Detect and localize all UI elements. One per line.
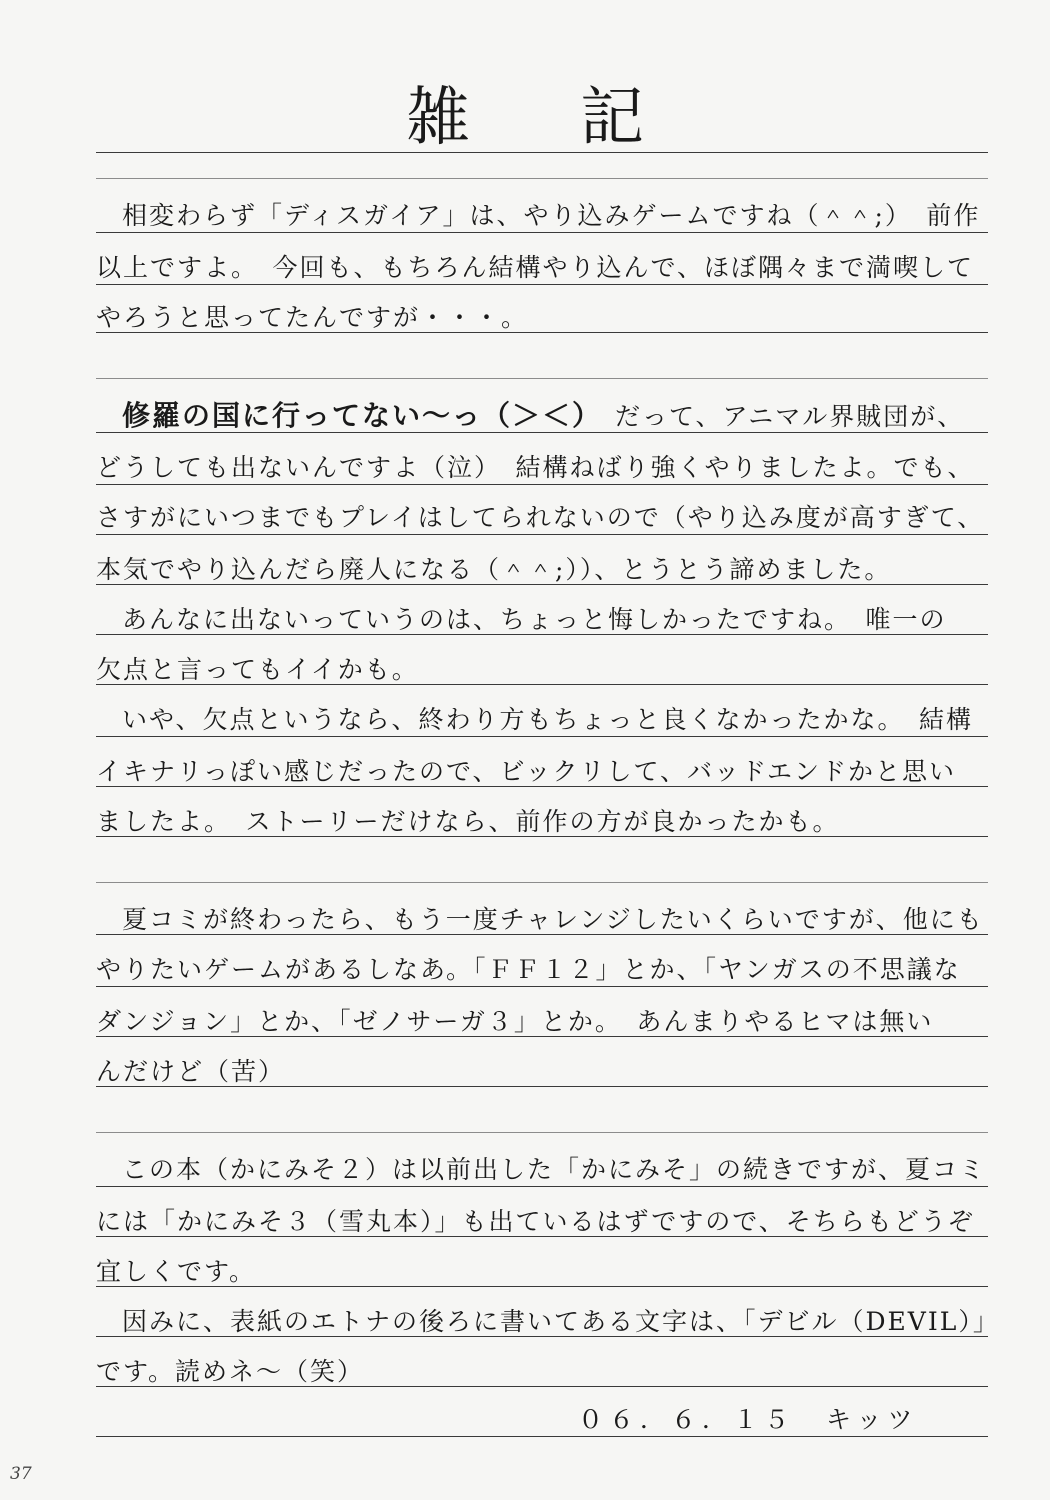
signature: ０６．６．１５ キッツ — [578, 1405, 919, 1434]
rule — [96, 836, 988, 837]
text-line: 欠点と言ってもイイかも。 — [96, 655, 419, 684]
text-line: イキナリっぽい感じだったので、ビックリして、バッドエンドかと思い — [96, 757, 957, 786]
text-line: 本気でやり込んだら廃人になる（＾＾;））、とうとう諦めました。 — [96, 555, 892, 584]
rule — [96, 684, 988, 685]
text-line: いや、欠点というなら、終わり方もちょっと良くなかったかな。 結構 — [122, 705, 974, 734]
rule — [96, 934, 988, 935]
rule — [96, 284, 988, 285]
rule — [96, 178, 988, 179]
rule — [96, 1132, 988, 1133]
text-line: ましたよ。 ストーリーだけなら、前作の方が良かったかも。 — [96, 807, 840, 836]
title-rule — [96, 152, 988, 153]
text-line: 相変わらず「ディスガイア」は、やり込みゲームですね（＾＾;） 前作 — [122, 201, 981, 230]
rule — [96, 1036, 988, 1037]
rule — [96, 986, 988, 987]
rule — [96, 786, 988, 787]
text-line: やりたいゲームがあるしなあ。「ＦＦ１２」とか、「ヤンガスの不思議な — [96, 955, 961, 984]
rule — [96, 1336, 988, 1337]
rule — [96, 1286, 988, 1287]
text-segment: だって、アニマル界賊団が、 — [615, 402, 965, 431]
rule — [96, 1186, 988, 1187]
rule — [96, 1386, 988, 1387]
text-line: どうしても出ないんですよ（泣） 結構ねばり強くやりましたよ。でも、 — [96, 453, 975, 482]
text-line: 因みに、表紙のエトナの後ろに書いてある文字は、「デビル（DEVIL）」 — [122, 1307, 1000, 1336]
rule — [96, 634, 988, 635]
rule — [96, 584, 988, 585]
text-line: この本（かにみそ２）は以前出した「かにみそ」の続きですが、夏コミ — [122, 1155, 987, 1184]
rule — [96, 432, 988, 433]
text-line: やろうと思ってたんですが・・・。 — [96, 303, 529, 332]
rule — [96, 232, 988, 233]
rule — [96, 736, 988, 737]
rule — [96, 1236, 988, 1237]
text-line: です。読めネ～（笑） — [96, 1357, 365, 1386]
text-line: あんなに出ないっていうのは、ちょっと悔しかったですね。 唯一の — [122, 605, 947, 634]
text-line: には「かにみそ３（雪丸本）」も出ているはずですので、そちらもどうぞ — [96, 1207, 975, 1236]
rule — [96, 332, 988, 333]
text-line — [96, 400, 988, 433]
rule — [96, 534, 988, 535]
text-line: さすがにいつまでもプレイはしてられないので（やり込み度が高すぎて、 — [96, 503, 985, 532]
text-line: ダンジョン」とか、「ゼノサーガ３」とか。 あんまりやるヒマは無い — [96, 1007, 934, 1036]
page-number: 37 — [10, 1464, 32, 1484]
text-line: 宜しくです。 — [96, 1257, 257, 1286]
rule — [96, 1436, 988, 1437]
rule — [96, 1086, 988, 1087]
rule — [96, 484, 988, 485]
text-line: んだけど（苦） — [96, 1057, 286, 1086]
emphasis-text: 修羅の国に行ってない～っ（＞＜） — [122, 399, 589, 432]
text-line: 以上ですよ。 今回も、もちろん結構やり込んで、ほぼ隅々まで満喫して — [96, 253, 975, 282]
rule — [96, 378, 988, 379]
text-line: 夏コミが終わったら、もう一度チャレンジしたいくらいですが、他にも — [122, 905, 984, 934]
page-title: 雑記 — [406, 81, 754, 155]
rule — [96, 882, 988, 883]
